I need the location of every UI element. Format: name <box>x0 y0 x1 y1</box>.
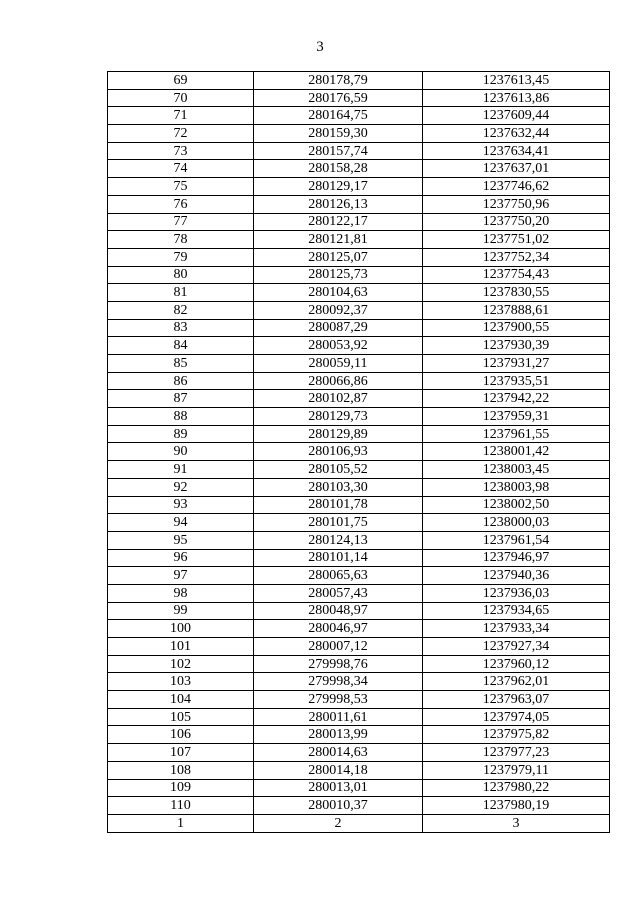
table-row <box>108 160 610 178</box>
table-row <box>108 584 610 602</box>
y-coordinate-cell: 1237750,96 <box>423 195 610 213</box>
x-coordinate-cell: 280105,52 <box>254 461 423 479</box>
y-coordinate-cell: 1237934,65 <box>423 602 610 620</box>
point-number-cell: 89 <box>108 425 254 443</box>
table-row <box>108 673 610 691</box>
point-number-cell: 85 <box>108 355 254 373</box>
y-coordinate-cell: 1237637,01 <box>423 160 610 178</box>
table-row <box>108 638 610 656</box>
point-number-cell: 106 <box>108 726 254 744</box>
column-number-cell: 1 <box>108 814 254 832</box>
x-coordinate-cell: 280102,87 <box>254 390 423 408</box>
column-number-cell: 2 <box>254 814 423 832</box>
y-coordinate-cell: 1237935,51 <box>423 372 610 390</box>
y-coordinate-cell: 1237931,27 <box>423 355 610 373</box>
table-row <box>108 337 610 355</box>
point-number-cell: 94 <box>108 514 254 532</box>
table-row <box>108 89 610 107</box>
point-number-cell: 83 <box>108 319 254 337</box>
point-number-cell: 109 <box>108 779 254 797</box>
table-row <box>108 284 610 302</box>
table-row <box>108 514 610 532</box>
y-coordinate-cell: 1237613,45 <box>423 72 610 90</box>
point-number-cell: 100 <box>108 620 254 638</box>
x-coordinate-cell: 280164,75 <box>254 107 423 125</box>
x-coordinate-cell: 280103,30 <box>254 478 423 496</box>
y-coordinate-cell: 1237979,11 <box>423 761 610 779</box>
point-number-cell: 75 <box>108 178 254 196</box>
table-row <box>108 620 610 638</box>
table-row <box>108 107 610 125</box>
y-coordinate-cell: 1238000,03 <box>423 514 610 532</box>
y-coordinate-cell: 1237961,55 <box>423 425 610 443</box>
y-coordinate-cell: 1238003,98 <box>423 478 610 496</box>
x-coordinate-cell: 280057,43 <box>254 584 423 602</box>
x-coordinate-cell: 280125,07 <box>254 248 423 266</box>
table-row <box>108 195 610 213</box>
y-coordinate-cell: 1237613,86 <box>423 89 610 107</box>
y-coordinate-cell: 1237975,82 <box>423 726 610 744</box>
point-number-cell: 72 <box>108 125 254 143</box>
y-coordinate-cell: 1237751,02 <box>423 231 610 249</box>
point-number-cell: 82 <box>108 301 254 319</box>
x-coordinate-cell: 280158,28 <box>254 160 423 178</box>
y-coordinate-cell: 1237750,20 <box>423 213 610 231</box>
x-coordinate-cell: 280104,63 <box>254 284 423 302</box>
point-number-cell: 92 <box>108 478 254 496</box>
table-row <box>108 691 610 709</box>
table-row <box>108 761 610 779</box>
table-row <box>108 567 610 585</box>
x-coordinate-cell: 280011,61 <box>254 708 423 726</box>
y-coordinate-cell: 1237959,31 <box>423 408 610 426</box>
y-coordinate-cell: 1237946,97 <box>423 549 610 567</box>
table-row <box>108 496 610 514</box>
x-coordinate-cell: 280101,75 <box>254 514 423 532</box>
y-coordinate-cell: 1237942,22 <box>423 390 610 408</box>
y-coordinate-cell: 1237980,19 <box>423 797 610 815</box>
x-coordinate-cell: 280125,73 <box>254 266 423 284</box>
x-coordinate-cell: 280013,01 <box>254 779 423 797</box>
x-coordinate-cell: 280159,30 <box>254 125 423 143</box>
column-number-cell: 3 <box>423 814 610 832</box>
table-row <box>108 478 610 496</box>
point-number-cell: 77 <box>108 213 254 231</box>
x-coordinate-cell: 279998,34 <box>254 673 423 691</box>
table-row <box>108 408 610 426</box>
x-coordinate-cell: 280157,74 <box>254 142 423 160</box>
y-coordinate-cell: 1238002,50 <box>423 496 610 514</box>
x-coordinate-cell: 280066,86 <box>254 372 423 390</box>
table-row <box>108 142 610 160</box>
table-row <box>108 372 610 390</box>
x-coordinate-cell: 280122,17 <box>254 213 423 231</box>
x-coordinate-cell: 280092,37 <box>254 301 423 319</box>
x-coordinate-cell: 280129,17 <box>254 178 423 196</box>
point-number-cell: 70 <box>108 89 254 107</box>
x-coordinate-cell: 280129,89 <box>254 425 423 443</box>
x-coordinate-cell: 280010,37 <box>254 797 423 815</box>
y-coordinate-cell: 1237900,55 <box>423 319 610 337</box>
point-number-cell: 102 <box>108 655 254 673</box>
point-number-cell: 90 <box>108 443 254 461</box>
x-coordinate-cell: 280129,73 <box>254 408 423 426</box>
x-coordinate-cell: 280176,59 <box>254 89 423 107</box>
y-coordinate-cell: 1237830,55 <box>423 284 610 302</box>
point-number-cell: 103 <box>108 673 254 691</box>
point-number-cell: 69 <box>108 72 254 90</box>
point-number-cell: 110 <box>108 797 254 815</box>
y-coordinate-cell: 1237888,61 <box>423 301 610 319</box>
point-number-cell: 87 <box>108 390 254 408</box>
point-number-cell: 73 <box>108 142 254 160</box>
point-number-cell: 80 <box>108 266 254 284</box>
table-row <box>108 443 610 461</box>
y-coordinate-cell: 1237962,01 <box>423 673 610 691</box>
table-row <box>108 602 610 620</box>
x-coordinate-cell: 280065,63 <box>254 567 423 585</box>
x-coordinate-cell: 280124,13 <box>254 531 423 549</box>
y-coordinate-cell: 1237960,12 <box>423 655 610 673</box>
y-coordinate-cell: 1237980,22 <box>423 779 610 797</box>
y-coordinate-cell: 1237977,23 <box>423 744 610 762</box>
y-coordinate-cell: 1237936,03 <box>423 584 610 602</box>
table-row <box>108 531 610 549</box>
point-number-cell: 99 <box>108 602 254 620</box>
table-row <box>108 461 610 479</box>
x-coordinate-cell: 280087,29 <box>254 319 423 337</box>
point-number-cell: 101 <box>108 638 254 656</box>
point-number-cell: 107 <box>108 744 254 762</box>
point-number-cell: 76 <box>108 195 254 213</box>
x-coordinate-cell: 280178,79 <box>254 72 423 90</box>
y-coordinate-cell: 1237609,44 <box>423 107 610 125</box>
table-row <box>108 248 610 266</box>
y-coordinate-cell: 1237963,07 <box>423 691 610 709</box>
point-number-cell: 74 <box>108 160 254 178</box>
x-coordinate-cell: 280126,13 <box>254 195 423 213</box>
point-number-cell: 86 <box>108 372 254 390</box>
y-coordinate-cell: 1238001,42 <box>423 443 610 461</box>
table-row <box>108 266 610 284</box>
point-number-cell: 108 <box>108 761 254 779</box>
page-number: 3 <box>316 39 324 55</box>
x-coordinate-cell: 280013,99 <box>254 726 423 744</box>
y-coordinate-cell: 1237974,05 <box>423 708 610 726</box>
y-coordinate-cell: 1237752,34 <box>423 248 610 266</box>
y-coordinate-cell: 1237933,34 <box>423 620 610 638</box>
table-row <box>108 178 610 196</box>
table-row <box>108 125 610 143</box>
x-coordinate-cell: 280048,97 <box>254 602 423 620</box>
coordinates-table <box>107 71 610 833</box>
table-row <box>108 797 610 815</box>
table-row <box>108 549 610 567</box>
y-coordinate-cell: 1238003,45 <box>423 461 610 479</box>
x-coordinate-cell: 280106,93 <box>254 443 423 461</box>
x-coordinate-cell: 280046,97 <box>254 620 423 638</box>
x-coordinate-cell: 280121,81 <box>254 231 423 249</box>
column-number-row <box>108 814 610 832</box>
x-coordinate-cell: 280059,11 <box>254 355 423 373</box>
table-row <box>108 655 610 673</box>
x-coordinate-cell: 279998,53 <box>254 691 423 709</box>
table-row <box>108 425 610 443</box>
point-number-cell: 96 <box>108 549 254 567</box>
table-row <box>108 708 610 726</box>
y-coordinate-cell: 1237927,34 <box>423 638 610 656</box>
x-coordinate-cell: 280101,14 <box>254 549 423 567</box>
point-number-cell: 91 <box>108 461 254 479</box>
point-number-cell: 104 <box>108 691 254 709</box>
y-coordinate-cell: 1237754,43 <box>423 266 610 284</box>
y-coordinate-cell: 1237632,44 <box>423 125 610 143</box>
table-row <box>108 726 610 744</box>
y-coordinate-cell: 1237961,54 <box>423 531 610 549</box>
table-row <box>108 319 610 337</box>
point-number-cell: 95 <box>108 531 254 549</box>
table-row <box>108 72 610 90</box>
point-number-cell: 79 <box>108 248 254 266</box>
table-row <box>108 390 610 408</box>
table-row <box>108 355 610 373</box>
point-number-cell: 81 <box>108 284 254 302</box>
point-number-cell: 93 <box>108 496 254 514</box>
point-number-cell: 105 <box>108 708 254 726</box>
table-row <box>108 213 610 231</box>
point-number-cell: 71 <box>108 107 254 125</box>
point-number-cell: 78 <box>108 231 254 249</box>
y-coordinate-cell: 1237634,41 <box>423 142 610 160</box>
x-coordinate-cell: 279998,76 <box>254 655 423 673</box>
x-coordinate-cell: 280053,92 <box>254 337 423 355</box>
table-row <box>108 779 610 797</box>
x-coordinate-cell: 280007,12 <box>254 638 423 656</box>
point-number-cell: 88 <box>108 408 254 426</box>
y-coordinate-cell: 1237940,36 <box>423 567 610 585</box>
table-row <box>108 301 610 319</box>
table-row <box>108 231 610 249</box>
coordinates-table-body <box>108 72 610 833</box>
x-coordinate-cell: 280014,63 <box>254 744 423 762</box>
point-number-cell: 84 <box>108 337 254 355</box>
table-row <box>108 744 610 762</box>
y-coordinate-cell: 1237930,39 <box>423 337 610 355</box>
point-number-cell: 97 <box>108 567 254 585</box>
x-coordinate-cell: 280101,78 <box>254 496 423 514</box>
y-coordinate-cell: 1237746,62 <box>423 178 610 196</box>
x-coordinate-cell: 280014,18 <box>254 761 423 779</box>
point-number-cell: 98 <box>108 584 254 602</box>
